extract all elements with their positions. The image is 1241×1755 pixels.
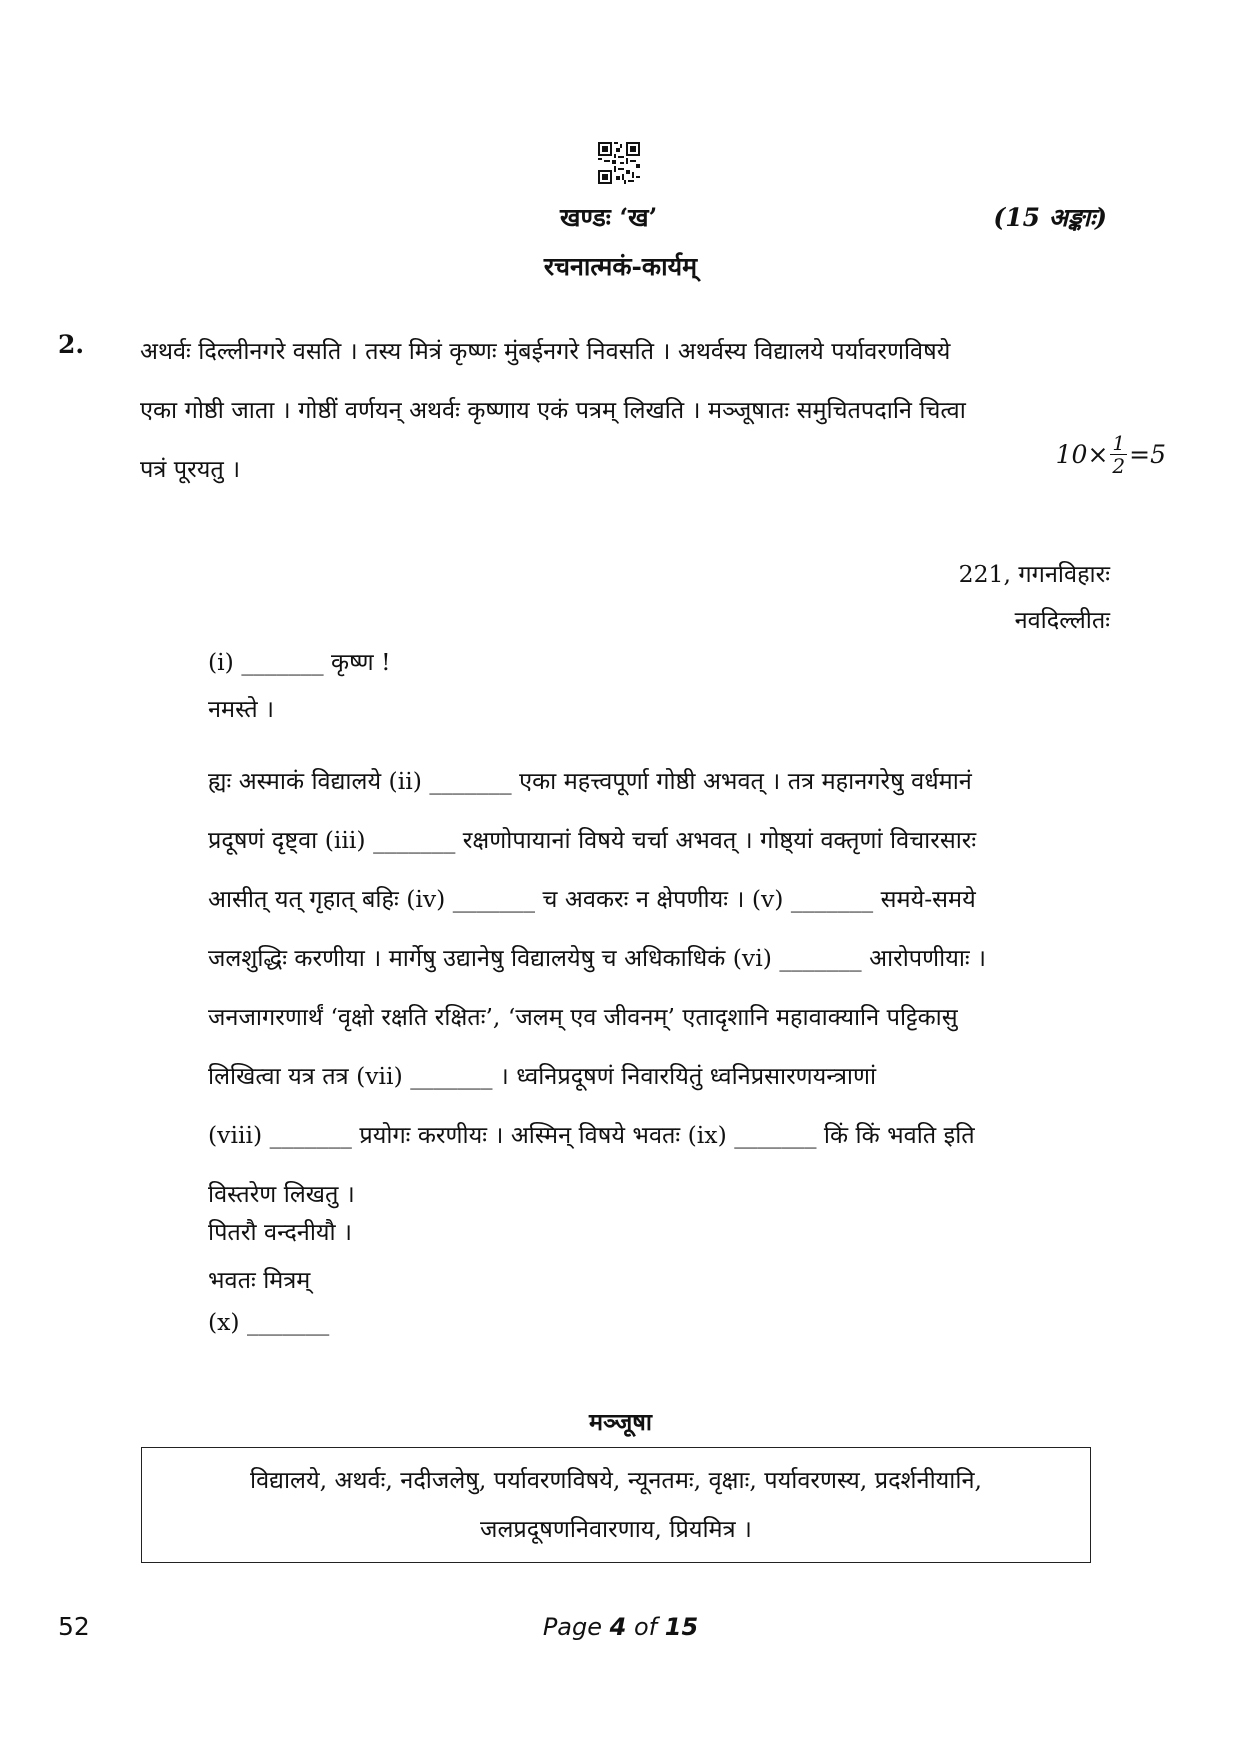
- letter-closing: पितरौ वन्दनीयौ ।: [208, 1218, 353, 1246]
- section-heading: खण्डः ‘ख’: [560, 203, 658, 232]
- letter-closing: भवतः मित्रम्: [208, 1266, 311, 1294]
- page-current: 4: [609, 1613, 627, 1641]
- marks-formula: [1056, 432, 1166, 477]
- question-line: पत्रं पूरयतु ।: [140, 455, 241, 483]
- letter-body-line: जनजागरणार्थं ‘वृक्षो रक्षति रक्षितः’, ‘जलम् एव जीवनम्’ एतादृशानि महावाक्यानि पट्टिकासु: [208, 1003, 958, 1031]
- letter-body-line: ह्यः अस्माकं विद्यालये (ii) _______ एका महत्त्वपूर्णा गोष्ठी अभवत् । तत्र महानगरेषु वर्धमानं: [208, 767, 972, 795]
- letter-address-line: नवदिल्लीतः: [1014, 606, 1110, 634]
- page-number: [0, 1613, 1241, 1641]
- question-text: [140, 322, 1100, 499]
- formula-lead: 10×: [1055, 440, 1109, 469]
- letter-body-line: प्रदूषणं दृष्ट्वा (iii) _______ रक्षणोपायानां विषये चर्चा अभवत् । गोष्ठ्यां वक्तृणां विचारसारः: [208, 826, 977, 854]
- manjusha-words: [142, 1448, 1090, 1554]
- letter-address-line: 221, गगनविहारः: [958, 560, 1110, 588]
- manjusha-box: [141, 1447, 1091, 1563]
- letter-body-line: जलशुद्धिः करणीया । मार्गेषु उद्यानेषु विद्यालयेषु च अधिकाधिकं (vi) _______ आरोपणीयाः ।: [208, 944, 987, 972]
- page-prefix: Page: [542, 1613, 602, 1641]
- fraction-denominator: 2: [1112, 454, 1126, 478]
- manjusha-line: विद्यालये, अथर्वः, नदीजलेषु, पर्यावरणविषये, न्यूनतमः, वृक्षाः, पर्यावरणस्य, प्रदर्शनीयानि,: [250, 1466, 982, 1494]
- letter-body-line: (viii) _______ प्रयोगः करणीयः । अस्मिन् विषये भवतः (ix) _______ किं किं भवति इति: [208, 1121, 975, 1149]
- section-marks: (15 अङ्काः): [993, 203, 1107, 232]
- letter-namaste: नमस्ते ।: [208, 695, 275, 723]
- formula-fraction: [1110, 432, 1127, 477]
- letter-body-line: विस्तरेण लिखतु ।: [208, 1180, 355, 1208]
- letter-body-line: आसीत् यत् गृहात् बहिः (iv) _______ च अवकरः न क्षेपणीयः । (v) _______ समये-समये: [208, 885, 976, 913]
- question-line: अथर्वः दिल्लीनगरे वसति । तस्य मित्रं कृष्णः मुंबईनगरे निवसति । अथर्वस्य विद्यालये पर्यावरणविषये: [140, 337, 951, 365]
- letter-body-line: लिखित्वा यत्र तत्र (vii) _______ । ध्वनिप्रदूषणं निवारयितुं ध्वनिप्रसारणयन्त्राणां: [208, 1062, 877, 1090]
- section-title: रचनात्मकं-कार्यम्: [543, 252, 698, 281]
- fraction-numerator: 1: [1112, 431, 1126, 455]
- question-line: एका गोष्ठी जाता । गोष्ठीं वर्णयन् अथर्वः कृष्णाय एकं पत्रम् लिखति । मञ्जूषातः समुचितपदानि चित्वा: [140, 396, 966, 424]
- question-number: 2.: [58, 330, 85, 359]
- formula-result: =5: [1129, 440, 1166, 469]
- page-of: of: [633, 1613, 658, 1641]
- manjusha-line: जलप्रदूषणनिवारणाय, प्रियमित्र ।: [480, 1515, 752, 1543]
- page-total: 15: [664, 1613, 699, 1641]
- letter-body: [208, 752, 1110, 1224]
- letter-signature: (x) _______: [208, 1308, 330, 1336]
- paper-code: 52: [58, 1612, 90, 1641]
- letter-greeting: (i) _______ कृष्ण !: [208, 648, 391, 676]
- manjusha-heading: मञ्जूषा: [589, 1408, 652, 1436]
- qr-code-icon: [598, 142, 640, 184]
